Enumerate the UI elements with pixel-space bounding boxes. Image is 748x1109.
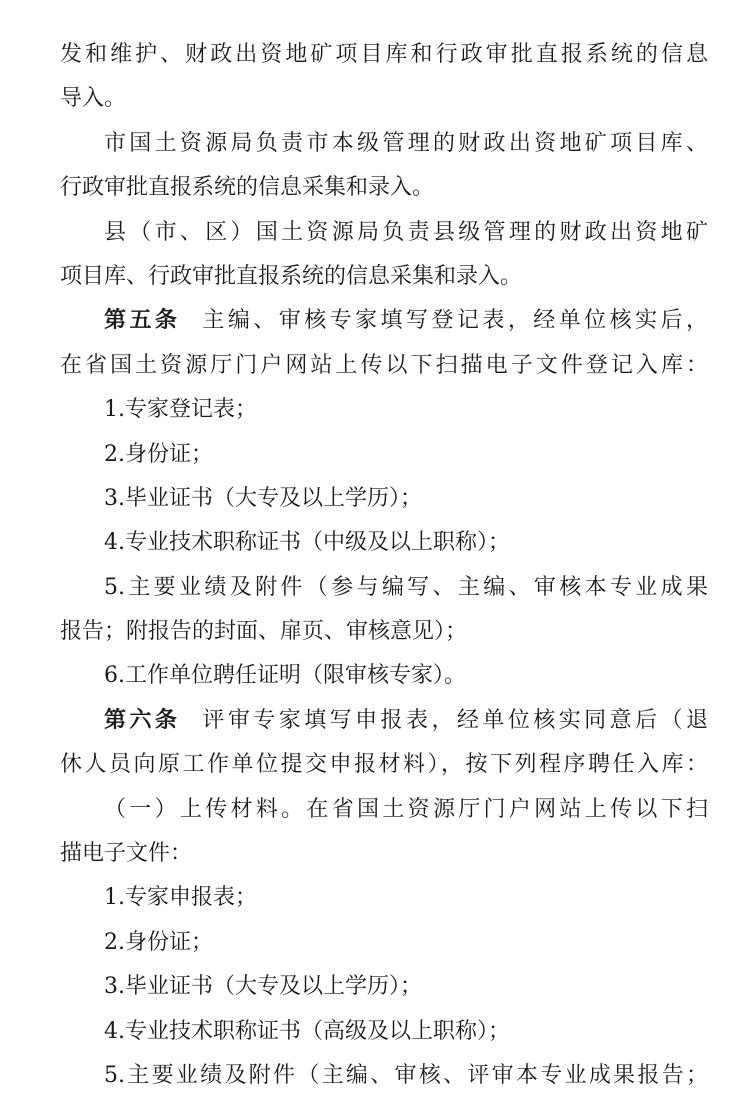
text-line	[60, 788, 708, 832]
text-line	[60, 699, 708, 743]
text-line	[60, 299, 708, 343]
line-text: 3.毕业证书（大专及以上学历）；	[104, 974, 422, 1000]
line-text: 1.专家申报表；	[104, 885, 257, 911]
line-text: 行政审批直报系统的信息采集和录入。	[60, 175, 435, 201]
line-text: 4.专业技术职称证书（中级及以上职称）；	[104, 530, 510, 556]
line-text: 在省国土资源厅门户网站上传以下扫描电子文件登记入库：	[60, 352, 708, 378]
line-text: 4.专业技术职称证书（高级及以上职称）；	[104, 1018, 510, 1044]
line-text: 导入。	[60, 86, 127, 112]
line-text: 2.身份证；	[104, 441, 213, 467]
line-text: 1.专家登记表；	[104, 397, 257, 423]
line-text: 报告；附报告的封面、扉页、审核意见）；	[60, 619, 468, 645]
text-line	[60, 33, 708, 77]
text-line	[60, 166, 708, 210]
text-line	[60, 122, 708, 166]
text-line	[60, 433, 708, 477]
text-line	[60, 477, 708, 521]
text-line	[60, 211, 708, 255]
article-heading: 第五条	[104, 308, 181, 334]
line-text: 县（市、区）国土资源局负责县级管理的财政出资地矿	[104, 219, 708, 245]
text-line	[60, 388, 708, 432]
line-text: 休人员向原工作单位提交申报材料），按下列程序聘任入库：	[60, 752, 708, 778]
line-text: 5.主要业绩及附件（参与编写、主编、审核本专业成果	[104, 574, 708, 600]
line-text: 市国土资源局负责市本级管理的财政出资地矿项目库、	[104, 130, 708, 156]
text-line	[60, 876, 708, 920]
line-text: 描电子文件：	[60, 841, 193, 867]
text-line	[60, 832, 708, 876]
line-text: （一）上传材料。在省国土资源厅门户网站上传以下扫	[104, 796, 708, 822]
line-text: 项目库、行政审批直报系统的信息采集和录入。	[60, 263, 523, 289]
line-text: 2.身份证；	[104, 929, 213, 955]
line-text: 6.工作单位聘任证明（限审核专家）。	[104, 663, 466, 689]
text-line	[60, 521, 708, 565]
article-heading: 第六条	[104, 707, 181, 733]
line-text: 5.主要业绩及附件（主编、审核、评审本专业成果报告；	[104, 1062, 708, 1088]
line-text: 评审专家填写申报表，经单位核实同意后（退	[202, 707, 708, 733]
text-line	[60, 965, 708, 1009]
text-line	[60, 921, 708, 965]
text-line	[60, 610, 708, 654]
line-text: 3.毕业证书（大专及以上学历）；	[104, 485, 422, 511]
text-line	[60, 77, 708, 121]
text-line	[60, 1054, 708, 1098]
text-line	[60, 654, 708, 698]
text-line	[60, 566, 708, 610]
text-line	[60, 1010, 708, 1054]
text-line	[60, 255, 708, 299]
line-text: 主编、审核专家填写登记表，经单位核实后，	[202, 308, 708, 334]
line-text: 发和维护、财政出资地矿项目库和行政审批直报系统的信息	[60, 42, 708, 67]
text-line	[60, 344, 708, 388]
text-line	[60, 743, 708, 787]
